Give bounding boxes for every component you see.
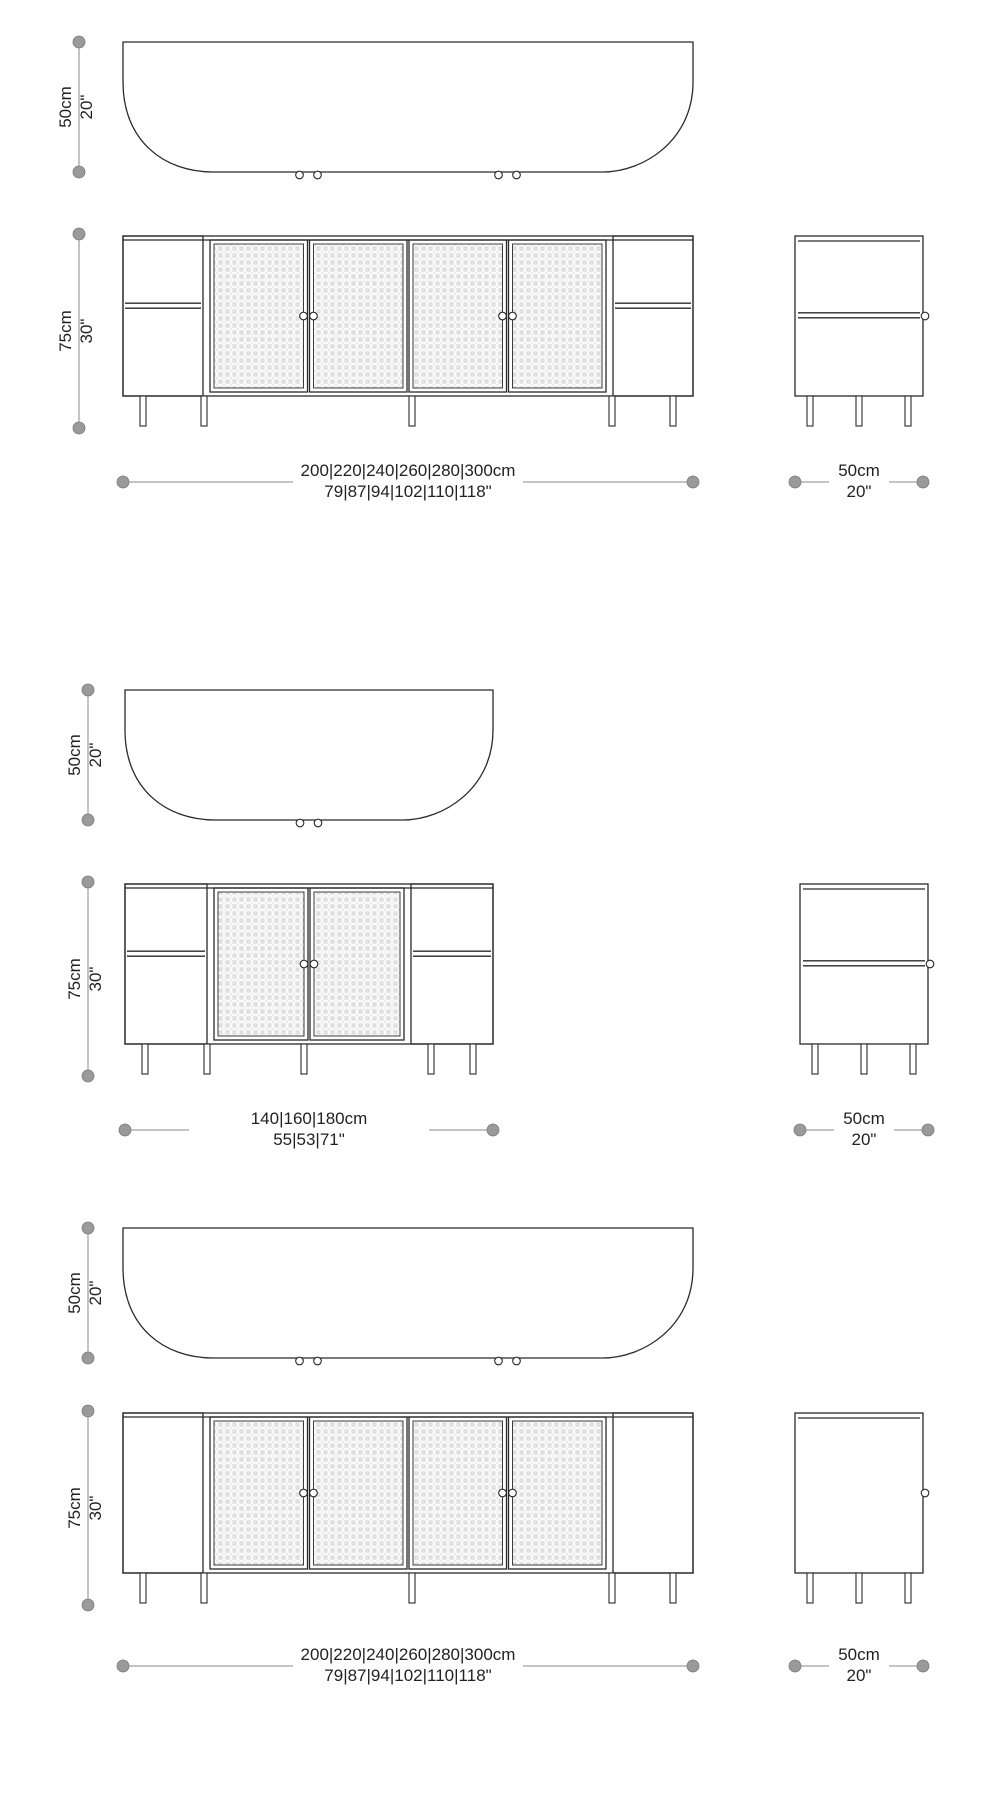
large-plain-top-view-knob-1 — [314, 1357, 322, 1365]
small-cane-height-dim-dot-top — [82, 876, 94, 888]
small-cane-front-view-door-cane-1 — [314, 892, 400, 1036]
large-plain-front-view-knob-2a — [499, 1489, 507, 1497]
large-cane-depth-dim-in-label: 20" — [77, 94, 96, 120]
large-cane-top-view-knob-0 — [296, 171, 304, 179]
small-cane-front-view-knob-0a — [300, 960, 308, 968]
large-cane-front-view-knob-0a — [300, 312, 308, 320]
large-plain-depth-dim-dot-bottom — [82, 1352, 94, 1364]
large-cane-top-view-knob-1 — [314, 171, 322, 179]
small-cane-front-view-leg-0 — [142, 1044, 148, 1074]
large-plain-width-dim-dot-right — [687, 1660, 699, 1672]
small-cane-side-width-dim-dot-left — [794, 1124, 806, 1136]
small-cane-height-dim-dot-bottom — [82, 1070, 94, 1082]
large-cane-side-view-leg-0 — [807, 396, 813, 426]
large-plain-front-view-door-cane-1 — [314, 1421, 404, 1565]
large-plain-front-view-leg-4 — [670, 1573, 676, 1603]
large-cane-depth-dim-dot-top — [73, 36, 85, 48]
large-plain-side-view-leg-1 — [856, 1573, 862, 1603]
large-plain-depth-dim-dot-top — [82, 1222, 94, 1234]
small-cane-width-dim-dot-right — [487, 1124, 499, 1136]
large-cane-front-view-leg-3 — [609, 396, 615, 426]
large-cane-front-view-knob-2b — [509, 312, 517, 320]
large-plain-side-view-knob — [921, 1489, 929, 1497]
large-plain-width-dim-dot-left — [117, 1660, 129, 1672]
large-cane-side-width-dim-cm-label: 50cm — [838, 461, 880, 480]
large-plain-height-dim-in-label: 30" — [86, 1495, 105, 1521]
large-cane-depth-dim-dot-bottom — [73, 166, 85, 178]
large-cane-top-view-knob-3 — [513, 171, 521, 179]
sideboard-large-cane — [56, 36, 929, 501]
large-cane-height-dim-dot-bottom — [73, 422, 85, 434]
small-cane-depth-dim-dot-bottom — [82, 814, 94, 826]
large-cane-front-view-door-cane-3 — [513, 244, 603, 388]
small-cane-depth-dim-dot-top — [82, 684, 94, 696]
large-plain-width-dim-in-label: 79|87|94|102|110|118" — [324, 1666, 492, 1685]
large-plain-side-width-dim-dot-right — [917, 1660, 929, 1672]
large-cane-side-view-carcass — [795, 236, 923, 396]
large-plain-height-dim-dot-top — [82, 1405, 94, 1417]
large-plain-front-view-door-cane-3 — [513, 1421, 603, 1565]
large-plain-front-view-knob-0b — [310, 1489, 318, 1497]
large-plain-front-view-door-cane-2 — [413, 1421, 503, 1565]
large-plain-front-view-leg-3 — [609, 1573, 615, 1603]
small-cane-side-view-leg-0 — [812, 1044, 818, 1074]
large-cane-side-view-leg-2 — [905, 396, 911, 426]
small-cane-height-dim-cm-label: 75cm — [65, 958, 84, 1000]
small-cane-top-view-outline — [125, 690, 493, 820]
large-plain-height-dim-cm-label: 75cm — [65, 1487, 84, 1529]
large-cane-side-width-dim-dot-left — [789, 476, 801, 488]
small-cane-depth-dim-cm-label: 50cm — [65, 734, 84, 776]
large-cane-depth-dim-cm-label: 50cm — [56, 86, 75, 128]
large-cane-front-view-leg-0 — [140, 396, 146, 426]
small-cane-height-dim-in-label: 30" — [86, 966, 105, 992]
large-plain-depth-dim-cm-label: 50cm — [65, 1272, 84, 1314]
large-plain-width-dim-cm-label: 200|220|240|260|280|300cm — [300, 1645, 516, 1664]
large-cane-width-dim-dot-right — [687, 476, 699, 488]
large-plain-front-view-knob-0a — [300, 1489, 308, 1497]
large-plain-front-view-door-cane-0 — [214, 1421, 304, 1565]
large-cane-front-view-leg-1 — [201, 396, 207, 426]
large-plain-front-view-knob-2b — [509, 1489, 517, 1497]
large-plain-front-view-leg-0 — [140, 1573, 146, 1603]
large-cane-front-view-leg-4 — [670, 396, 676, 426]
large-plain-front-view-leg-1 — [201, 1573, 207, 1603]
small-cane-width-dim-dot-left — [119, 1124, 131, 1136]
large-cane-front-view-carcass — [123, 236, 693, 396]
large-plain-side-view-leg-0 — [807, 1573, 813, 1603]
small-cane-side-width-dim-dot-right — [922, 1124, 934, 1136]
large-cane-width-dim-dot-left — [117, 476, 129, 488]
large-plain-front-view-carcass — [123, 1413, 693, 1573]
small-cane-front-view-leg-1 — [204, 1044, 210, 1074]
large-plain-side-view-leg-2 — [905, 1573, 911, 1603]
large-plain-side-width-dim-in-label: 20" — [846, 1666, 872, 1685]
small-cane-front-view-leg-4 — [470, 1044, 476, 1074]
large-plain-front-view-leg-2 — [409, 1573, 415, 1603]
small-cane-depth-dim-in-label: 20" — [86, 742, 105, 768]
small-cane-side-view-leg-2 — [910, 1044, 916, 1074]
small-cane-width-dim-in-label: 55|53|71" — [273, 1130, 345, 1149]
large-cane-height-dim-in-label: 30" — [77, 318, 96, 344]
large-cane-height-dim-cm-label: 75cm — [56, 310, 75, 352]
large-cane-front-view-leg-2 — [409, 396, 415, 426]
large-cane-top-view-knob-2 — [495, 171, 503, 179]
large-cane-side-width-dim-in-label: 20" — [846, 482, 872, 501]
small-cane-top-view-knob-1 — [314, 819, 322, 827]
small-cane-front-view-door-cane-0 — [218, 892, 304, 1036]
large-cane-width-dim-cm-label: 200|220|240|260|280|300cm — [300, 461, 516, 480]
sideboard-large-plain — [65, 1222, 929, 1685]
small-cane-side-width-dim-cm-label: 50cm — [843, 1109, 885, 1128]
large-cane-top-view-outline — [123, 42, 693, 172]
large-cane-side-view-knob — [921, 312, 929, 320]
small-cane-side-view-knob — [926, 960, 934, 968]
small-cane-front-view-leg-2 — [301, 1044, 307, 1074]
large-plain-side-width-dim-cm-label: 50cm — [838, 1645, 880, 1664]
large-cane-front-view-knob-2a — [499, 312, 507, 320]
small-cane-front-view-knob-0b — [310, 960, 318, 968]
small-cane-side-view-carcass — [800, 884, 928, 1044]
large-cane-side-width-dim-dot-right — [917, 476, 929, 488]
large-plain-top-view-knob-0 — [296, 1357, 304, 1365]
large-plain-top-view-outline — [123, 1228, 693, 1358]
small-cane-front-view-carcass — [125, 884, 493, 1044]
large-cane-height-dim-dot-top — [73, 228, 85, 240]
large-plain-side-width-dim-dot-left — [789, 1660, 801, 1672]
small-cane-width-dim-cm-label: 140|160|180cm — [250, 1109, 368, 1128]
large-cane-front-view-door-cane-0 — [214, 244, 304, 388]
large-cane-front-view-knob-0b — [310, 312, 318, 320]
large-cane-front-view-door-cane-1 — [314, 244, 404, 388]
sideboard-small-cane — [65, 684, 934, 1149]
large-cane-width-dim-in-label: 79|87|94|102|110|118" — [324, 482, 492, 501]
small-cane-side-width-dim-in-label: 20" — [851, 1130, 877, 1149]
large-cane-side-view-leg-1 — [856, 396, 862, 426]
large-plain-top-view-knob-2 — [495, 1357, 503, 1365]
large-cane-front-view-door-cane-2 — [413, 244, 503, 388]
large-plain-height-dim-dot-bottom — [82, 1599, 94, 1611]
small-cane-side-view-leg-1 — [861, 1044, 867, 1074]
small-cane-front-view-leg-3 — [428, 1044, 434, 1074]
large-plain-side-view-carcass — [795, 1413, 923, 1573]
large-plain-top-view-knob-3 — [513, 1357, 521, 1365]
small-cane-top-view-knob-0 — [296, 819, 304, 827]
large-plain-depth-dim-in-label: 20" — [86, 1280, 105, 1306]
